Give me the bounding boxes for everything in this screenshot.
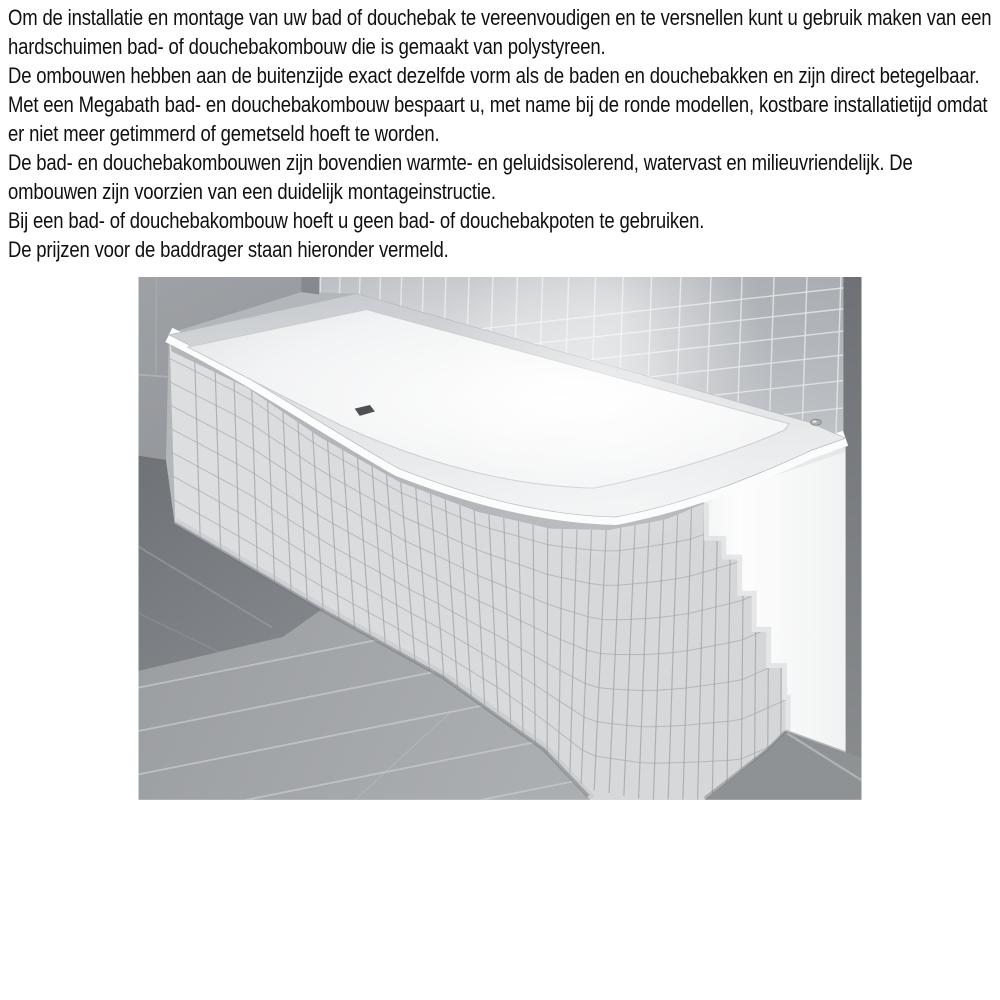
intro-paragraph: De prijzen voor de baddrager staan hieronder vermeld. bbox=[8, 237, 449, 262]
right-wall-edge bbox=[843, 277, 861, 759]
rim-fitting bbox=[811, 419, 822, 425]
wall-corner-shadow bbox=[301, 277, 319, 294]
bathtub-scene bbox=[0, 277, 1000, 1000]
intro-paragraph: De ombouwen hebben aan de buitenzijde exact dezelfde vorm als de baden en douchebakken en zijn direct betegelbaar. bbox=[8, 63, 980, 88]
intro-paragraph: Bij een bad- of douchebakombouw hoeft u geen bad- of douchebakpoten te gebruiken. bbox=[8, 208, 705, 233]
intro-paragraph: Om de installatie en montage van uw bad of douchebak te vereenvoudigen en te versnellen kunt u gebruik maken van een hardschuimen bad- of douchebakombouw die is gemaakt van polystyreen. bbox=[8, 5, 992, 59]
intro-text bbox=[8, 3, 1000, 264]
product-photo bbox=[0, 277, 1000, 1000]
intro-paragraph: De bad- en douchebakombouwen zijn bovendien warmte- en geluidsisolerend, watervast en milieuvriendelijk. De ombouwen zijn voorzien van een duidelijk montageinstructie. bbox=[8, 150, 913, 204]
intro-paragraph: Met een Megabath bad- en douchebakombouw bespaart u, met name bij de ronde modellen, kostbare installatietijd omdat er niet meer getimmerd of gemetseld hoeft te worden. bbox=[8, 92, 988, 146]
